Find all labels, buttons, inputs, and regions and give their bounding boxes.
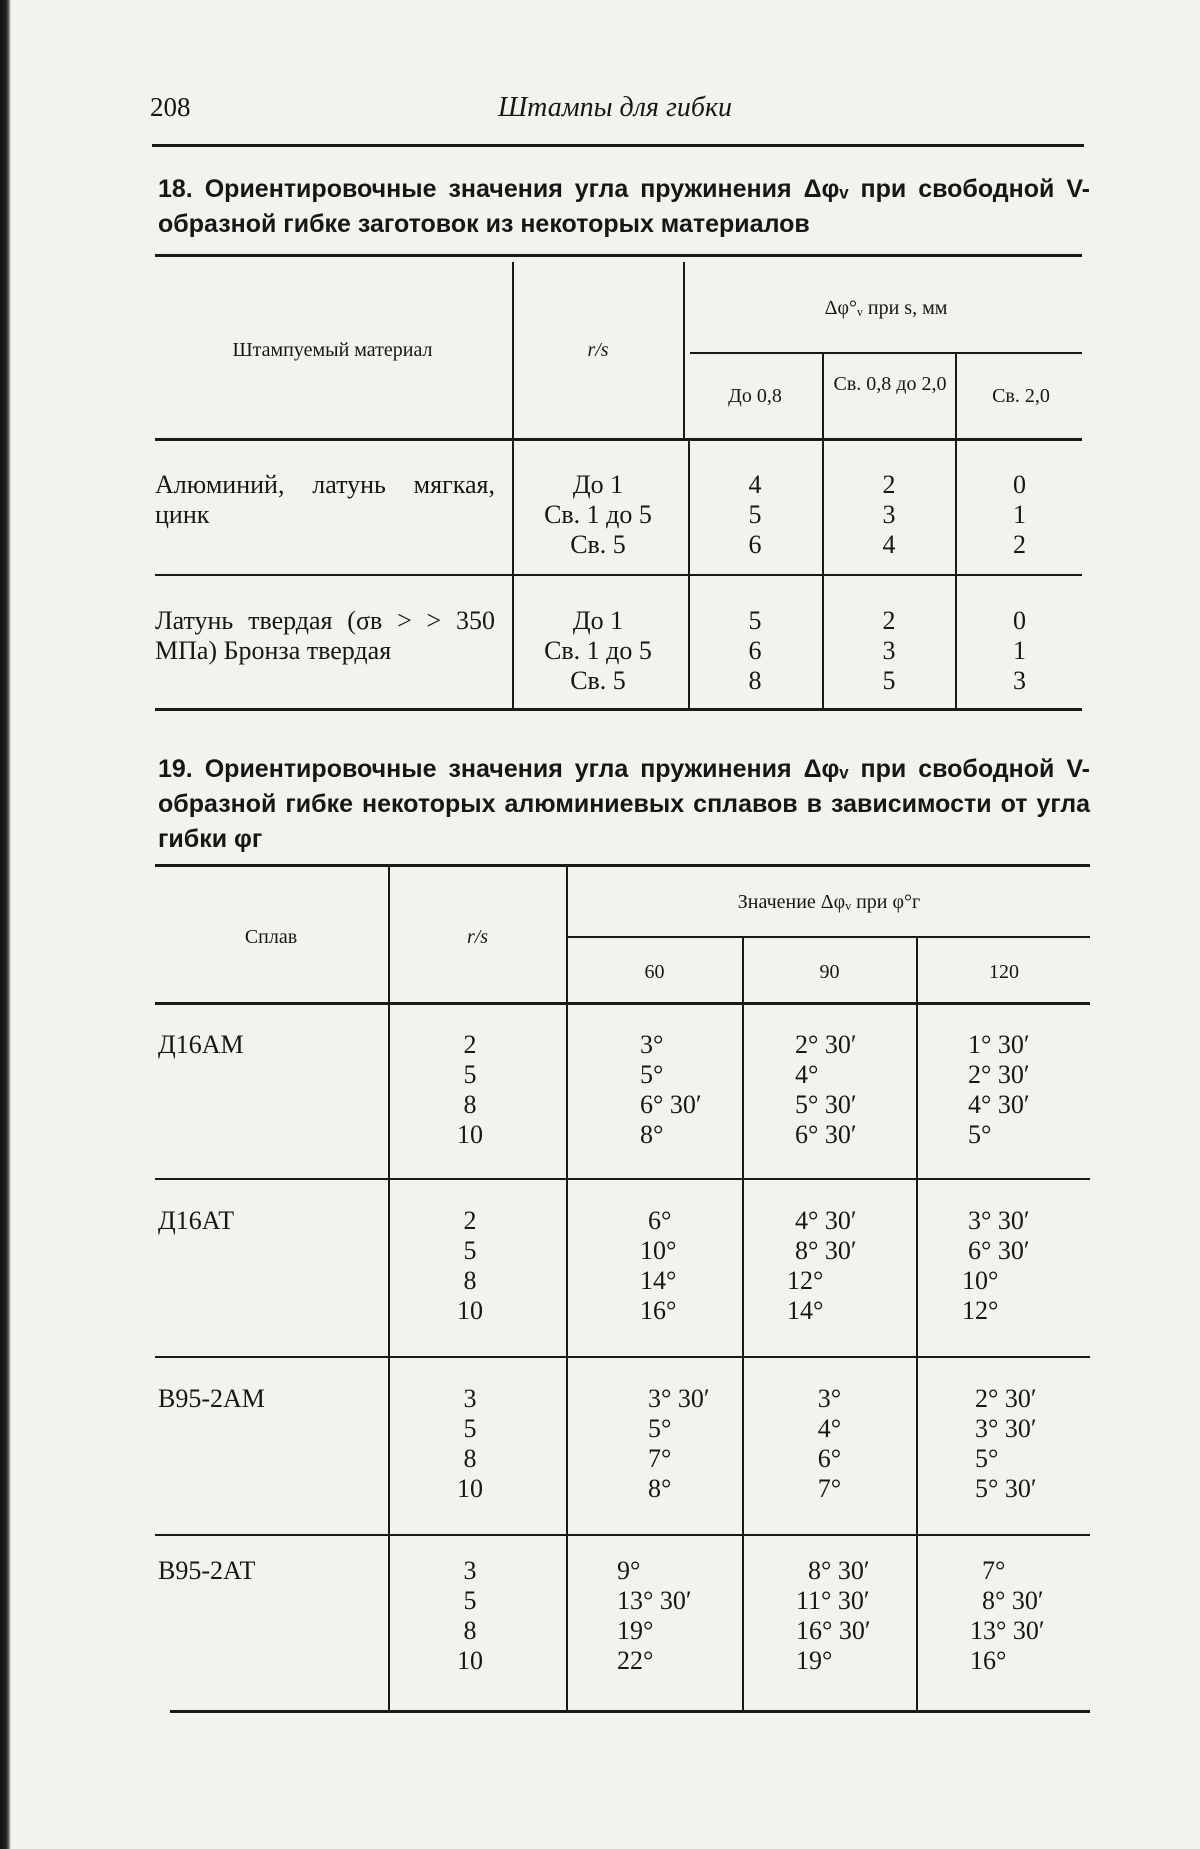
angle-value: 13° 30′ [970, 1616, 1045, 1645]
table-rule [155, 708, 1082, 711]
table-rule [690, 352, 1082, 354]
value-cell: 6 [748, 636, 762, 665]
angle-value: 8° 30′ [808, 1556, 870, 1585]
angle-value: 10° [640, 1236, 677, 1265]
value-cell: 2 [882, 470, 896, 499]
alloy-name: В95-2АМ [158, 1384, 265, 1413]
rs-value: До 1 [572, 470, 624, 499]
angle-value: 5° [968, 1120, 992, 1149]
angle-value: 11° 30′ [796, 1586, 870, 1615]
angle-value: 4° [795, 1060, 819, 1089]
angle-value: 3° [640, 1030, 664, 1059]
header-rule [152, 144, 1084, 147]
value-cell: 5 [748, 606, 762, 635]
table-rule [155, 1534, 1090, 1536]
rs-value: 8 [463, 1444, 477, 1473]
value-cell: 3 [1013, 666, 1026, 695]
value-cell: 3 [882, 636, 896, 665]
angle-value: 6° 30′ [968, 1236, 1030, 1265]
rs-value: Св. 1 до 5 [544, 500, 652, 529]
value-cell: 2 [1013, 530, 1026, 559]
angle-value: 4° 30′ [795, 1206, 857, 1235]
table-divider [955, 354, 957, 438]
angle-value: 16° 30′ [796, 1616, 871, 1645]
angle-value: 5° 30′ [795, 1090, 857, 1119]
angle-value: 22° [617, 1646, 654, 1675]
table-19-caption: 19. Ориентировочные значения угла пружинения Δφᵥ при свободной V-образной гибке некоторых алюминиевых сплавов в зависимости от угла гибки φг [158, 755, 1090, 853]
rs-value: 5 [463, 1060, 477, 1089]
angle-value: 6° [648, 1206, 672, 1235]
angle-value: 12° [787, 1266, 824, 1295]
angle-value: 6° [817, 1444, 842, 1473]
header-sub: Св. 0,8 до 2,0 [833, 373, 947, 395]
angle-value: 10° [962, 1266, 999, 1295]
angle-value: 2° 30′ [968, 1060, 1030, 1089]
rs-value: 2 [463, 1206, 477, 1235]
value-cell: 1 [1013, 500, 1026, 529]
rs-value: 10 [457, 1296, 483, 1325]
angle-value: 14° [640, 1266, 677, 1295]
header-sub: 60 [644, 961, 665, 983]
table-rule [155, 574, 1082, 576]
angle-value: 7° [817, 1474, 842, 1503]
angle-value: 12° [962, 1296, 999, 1325]
table-divider [683, 262, 685, 438]
rs-value: Св. 1 до 5 [544, 636, 652, 665]
rs-value: 3 [463, 1384, 477, 1413]
table-divider [742, 938, 744, 1710]
angle-value: 3° 30′ [648, 1384, 710, 1413]
value-cell: 4 [882, 530, 896, 559]
header-sub: 90 [819, 961, 840, 983]
rs-value: 10 [457, 1120, 483, 1149]
header-sub: 120 [989, 961, 1019, 983]
rs-value: 10 [457, 1646, 483, 1675]
rs-value: Св. 5 [570, 530, 626, 559]
angle-value: 7° [648, 1444, 672, 1473]
table-rule [155, 1002, 1090, 1005]
angle-value: 4° 30′ [968, 1090, 1030, 1119]
angle-value: 16° [970, 1646, 1007, 1675]
angle-value: 16° [640, 1296, 677, 1325]
value-cell: 1 [1013, 636, 1026, 665]
angle-value: 6° 30′ [640, 1090, 702, 1119]
value-cell: 0 [1013, 606, 1026, 635]
table-divider [388, 866, 390, 1710]
table-rule [170, 1710, 1090, 1713]
table-rule [155, 864, 1090, 867]
material-cell: Латунь твердая (σв > > 350 МПа) Бронза твердая [155, 606, 495, 665]
rs-value: 5 [463, 1236, 477, 1265]
header-group: Δφ°ᵥ при s, мм [824, 297, 948, 319]
angle-value: 3° [817, 1384, 842, 1413]
table-rule [568, 936, 1090, 938]
table-rule [155, 254, 1082, 257]
table-18-caption: 18. Ориентировочные значения угла пружинения Δφᵥ при свободной V-образной гибке заготовок из некоторых материалов [158, 175, 1090, 238]
angle-value: 9° [617, 1556, 641, 1585]
alloy-name: Д16АТ [158, 1206, 235, 1235]
header-rs: r/s [587, 339, 609, 361]
value-cell: 4 [748, 470, 762, 499]
value-cell: 0 [1013, 470, 1026, 499]
angle-value: 14° [787, 1296, 824, 1325]
book-spine-shadow [0, 0, 11, 1849]
angle-value: 8° 30′ [795, 1236, 857, 1265]
page-header [150, 92, 1080, 132]
header-rs: r/s [466, 926, 489, 948]
angle-value: 2° 30′ [795, 1030, 857, 1059]
angle-value: 7° [982, 1556, 1006, 1585]
header-sub: До 0,8 [728, 385, 782, 407]
rs-value: 2 [463, 1030, 477, 1059]
table-divider [916, 938, 918, 1710]
value-cell: 3 [882, 500, 896, 529]
header-group: Значение Δφᵥ при φ°г [737, 891, 921, 913]
material-cell: Алюминий, латунь мягкая, цинк [155, 470, 495, 529]
rs-value: 5 [463, 1586, 477, 1615]
value-cell: 5 [882, 666, 896, 695]
angle-value: 5° 30′ [975, 1474, 1037, 1503]
angle-value: 13° 30′ [617, 1586, 692, 1615]
angle-value: 5° [975, 1444, 999, 1473]
table-rule [155, 438, 1082, 441]
alloy-name: В95-2АТ [158, 1556, 256, 1585]
rs-value: 3 [463, 1556, 477, 1585]
table-divider [566, 866, 568, 1710]
angle-value: 19° [796, 1646, 833, 1675]
rs-value: 8 [463, 1266, 477, 1295]
angle-value: 8° 30′ [982, 1586, 1044, 1615]
table-divider [822, 354, 824, 438]
value-cell: 2 [882, 606, 896, 635]
alloy-name: Д16АМ [158, 1030, 244, 1059]
rs-value: 8 [463, 1090, 477, 1119]
angle-value: 19° [617, 1616, 654, 1645]
table-rule [155, 1178, 1090, 1180]
angle-value: 5° [640, 1060, 664, 1089]
angle-value: 6° 30′ [795, 1120, 857, 1149]
rs-value: До 1 [572, 606, 624, 635]
rs-value: 5 [463, 1414, 477, 1443]
value-cell: 8 [748, 666, 762, 695]
header-material: Штампуемый материал [232, 339, 433, 361]
angle-value: 2° 30′ [975, 1384, 1037, 1413]
angle-value: 3° 30′ [975, 1414, 1037, 1443]
rs-value: Св. 5 [570, 666, 626, 695]
header-alloy: Сплав [244, 926, 298, 948]
angle-value: 8° [648, 1474, 672, 1503]
rs-value: 8 [463, 1616, 477, 1645]
running-title: Штампы для гибки [497, 92, 733, 123]
angle-value: 4° [817, 1414, 842, 1443]
table-rule [155, 1356, 1090, 1358]
value-cell: 5 [748, 500, 762, 529]
value-cell: 6 [748, 530, 762, 559]
angle-value: 1° 30′ [968, 1030, 1030, 1059]
page-number: 208 [150, 92, 191, 122]
angle-value: 8° [640, 1120, 664, 1149]
angle-value: 3° 30′ [968, 1206, 1030, 1235]
header-sub: Св. 2,0 [992, 385, 1050, 407]
rs-value: 10 [457, 1474, 483, 1503]
angle-value: 5° [648, 1414, 672, 1443]
